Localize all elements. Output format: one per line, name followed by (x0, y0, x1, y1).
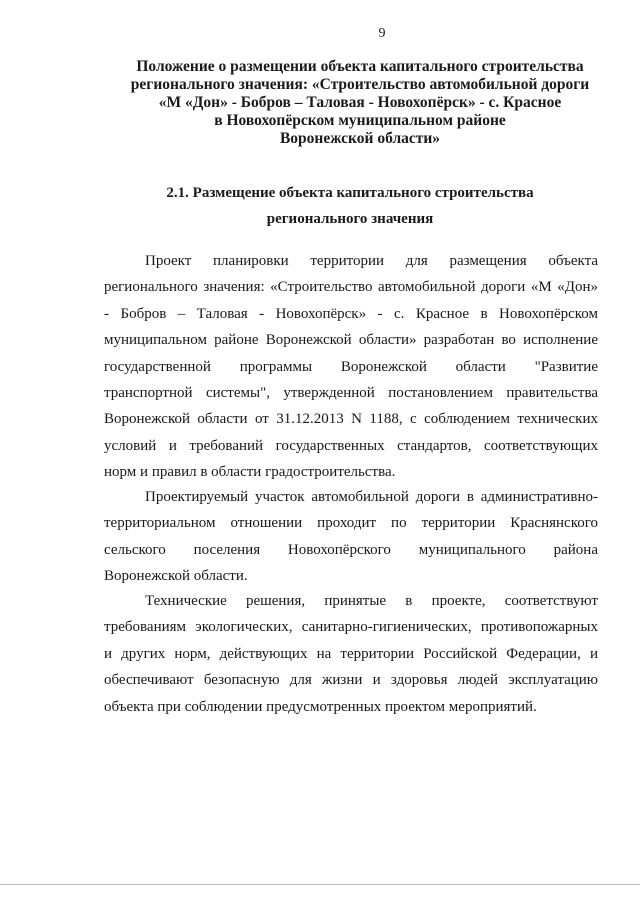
page-bottom-edge (0, 884, 640, 885)
section-heading-line: 2.1. Размещение объекта капитального строительства (166, 185, 534, 201)
paragraph-line: Проектируемый участок автомобильной дороги в административно- (145, 489, 598, 505)
paragraph-line: муниципальном районе Воронежской области» разработан во исполнение (104, 332, 598, 349)
title-line: «М «Дон» - Бобров – Таловая - Новохопёрск» - с. Красное (158, 94, 562, 111)
title-line: Воронежской области» (279, 130, 441, 147)
paragraph-project-basis (104, 248, 598, 486)
paragraph-line: Технические решения, принятые в проекте, соответствуют (145, 593, 598, 609)
paragraph-line: транспортной системы", утвержденной постановлением правительства (104, 384, 598, 401)
title-line: в Новохопёрском муниципальном районе (214, 112, 506, 129)
paragraph-line: Проект планировки территории для размещения объекта (145, 253, 598, 269)
paragraph-road-location (104, 484, 598, 590)
paragraph-line: и других норм, действующих на территории Российской Федерации, и (104, 645, 598, 662)
paragraph-line: Воронежской области от 31.12.2013 N 1188, с соблюдением технических (104, 411, 598, 428)
paragraph-line: - Бобров – Таловая - Новохопёрск» - с. Красное в Новохопёрском (104, 305, 598, 322)
paragraph-line: регионального значения: «Строительство автомобильной дороги «М «Дон» (104, 279, 598, 296)
paragraph-line: обеспечивают безопасную для жизни и здоровья людей эксплуатацию (104, 672, 598, 689)
paragraph-line: сельского поселения Новохопёрского муниципального района (104, 541, 598, 558)
title-line: регионального значения: «Строительство автомобильной дороги (130, 76, 590, 93)
page-number: 9 (378, 26, 386, 41)
paragraph-line: территориальном отношении проходит по территории Краснянского (104, 515, 598, 532)
paragraph-line: условий и требований государственных стандартов, соответствующих (104, 437, 598, 454)
section-heading (120, 180, 580, 232)
paragraph-line: Воронежской области. (104, 568, 248, 585)
section-heading-line: регионального значения (266, 211, 434, 227)
paragraph-line: норм и правил в области градостроительства. (104, 464, 396, 481)
paragraph-line: объекта при соблюдении предусмотренных проектом мероприятий. (104, 698, 537, 715)
title-line: Положение о размещении объекта капитального строительства (136, 58, 584, 75)
paragraph-line: требованиям экологических, санитарно-гигиенических, противопожарных (104, 619, 598, 636)
document-title (100, 58, 620, 148)
paragraph-technical-solutions (104, 588, 598, 720)
paragraph-line: государственной программы Воронежской области "Развитие (104, 358, 598, 375)
